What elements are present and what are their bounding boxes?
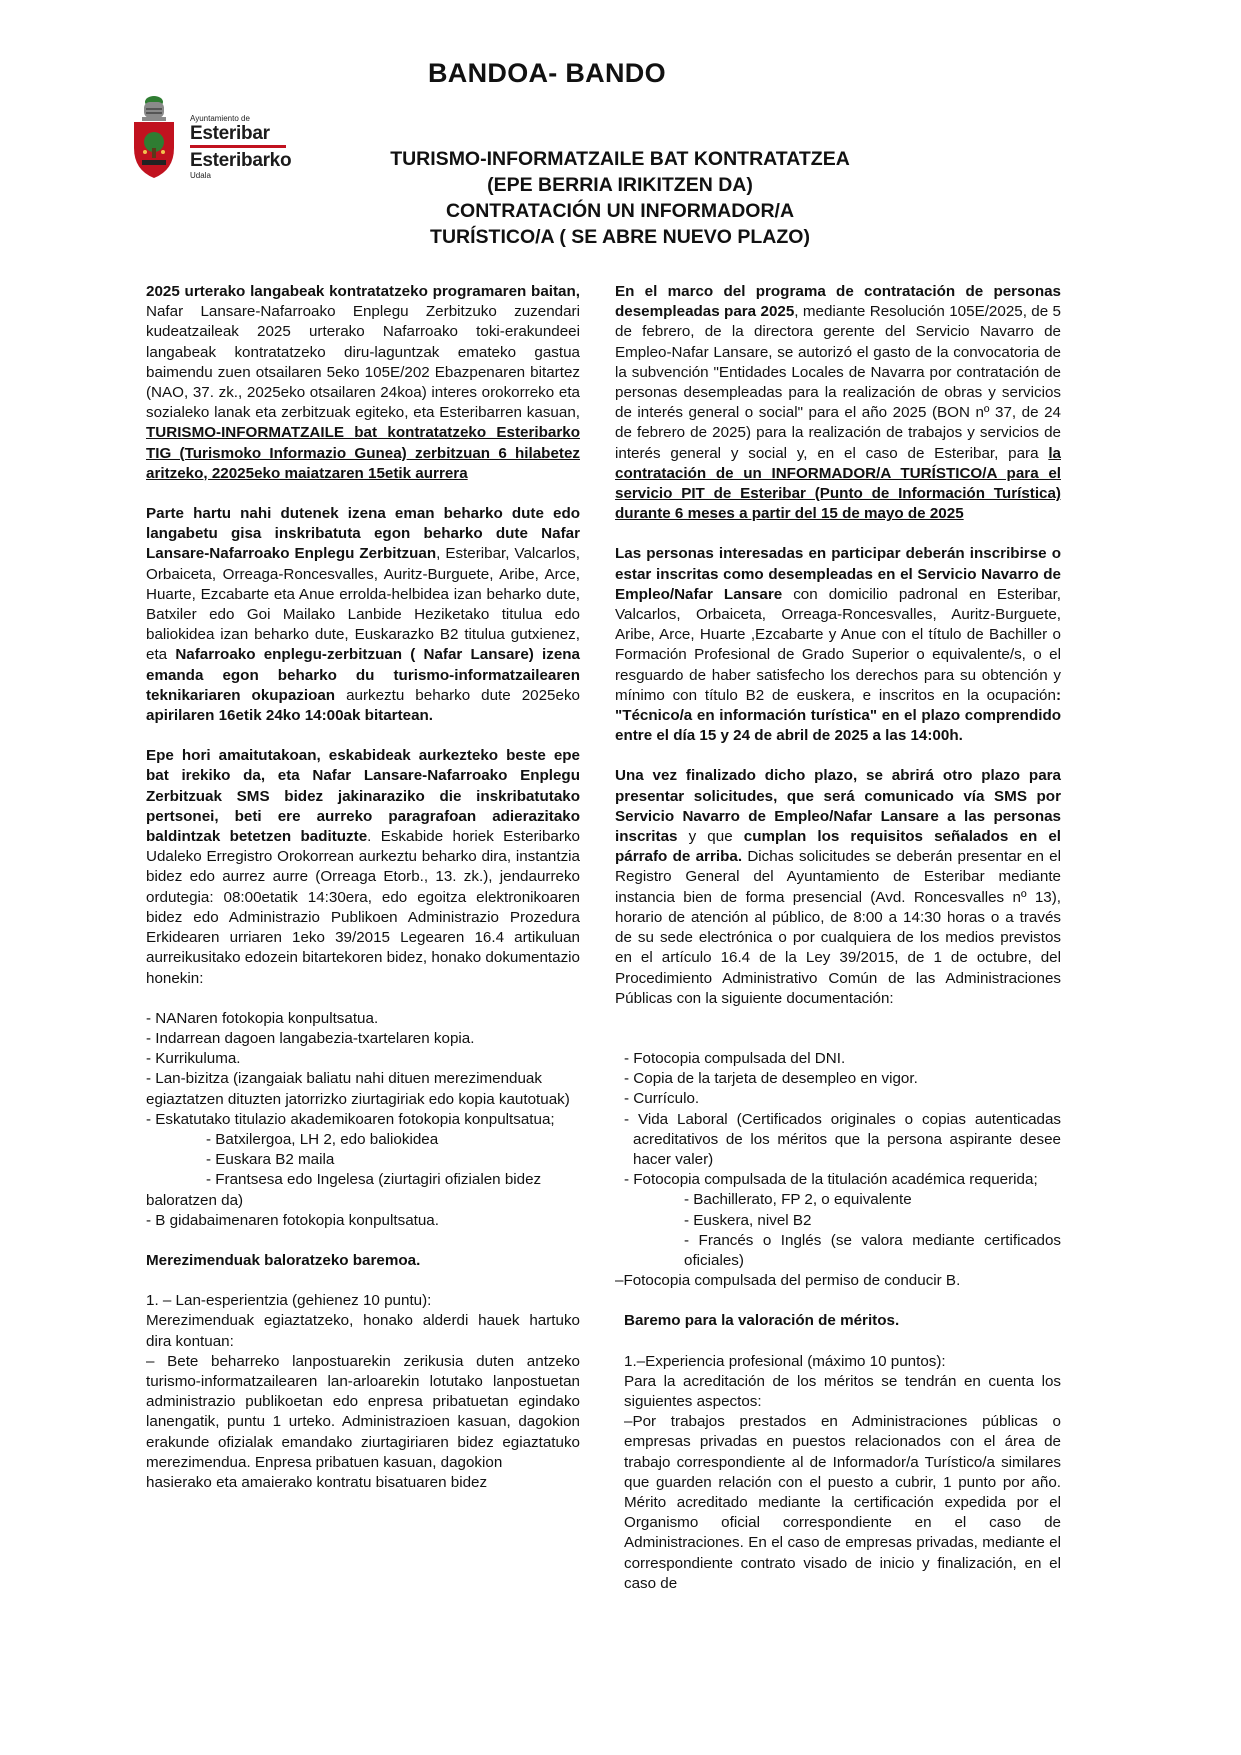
- document-title: BANDOA- BANDO: [428, 58, 666, 88]
- sub-list-item: - Francés o Inglés (se valora mediante certificados oficiales): [684, 1231, 1061, 1269]
- subtitle-line: TURÍSTICO/A ( SE ABRE NUEVO PLAZO): [430, 226, 810, 248]
- ayuntamiento-logo: [134, 90, 294, 200]
- intro-underlined-text: la contratación de un INFORMADOR/A TURÍSTICO/A para el servicio PIT de Esteribar (Punto de Información Turística) durante 6 meses a partir del 15 de mayo de 2025: [615, 444, 1061, 523]
- intro-bold-text: En el marco del programa de contratación de personas desempleadas para 2025: [615, 283, 1061, 321]
- new-period-text: Dichas solicitudes se deberán presentar en el Registro General del Ayuntamiento de Esteribar mediante instancia bien de forma presencial (Avd. Roncesvalles nº 13), horario de atención al público, de 8:00 a 14:30 horas o a través de su sede electrónica o por cualquiera de los medios previstos en el artículo 16.4 de la Ley 39/2015, de 1 de octubre, del Procedimiento Administrativo Común de las Administraciones Públicas con la siguiente documentación:: [615, 848, 1061, 1007]
- requirements-text: , Esteribar, Valcarlos, Orbaiceta, Orreaga-Roncesvalles, Auritz-Burguete, Aribe, Arce, Huarte, Ezcabarte eta Anue errolda-helbidea izan beharko dute, Batxiler edo Goi Mailako Lanbide Heziketako titulua edo baliokidea izan beharko dute, Euskarazko B2 titulua gutxienez, eta: [146, 545, 580, 664]
- requirements-paragraph: [146, 504, 580, 726]
- subtitle-line: (EPE BERRIA IRIKITZEN DA): [487, 174, 753, 196]
- list-item: - NANaren fotokopia konpultsatua.: [146, 1009, 379, 1027]
- list-item: - Vida Laboral (Certificados originales o copias autenticadas acreditativos de los méritos que la persona aspirante desee hacer valer): [624, 1110, 1061, 1168]
- sub-list-item: - Euskara B2 maila: [206, 1151, 335, 1169]
- deadline-text: apirilaren 16etik 24ko 14:00ak bitartean.: [146, 707, 434, 725]
- logo-line-udala: Udala: [190, 171, 211, 180]
- list-item: - Currículo.: [624, 1090, 700, 1108]
- experience-section: [615, 1352, 1061, 1594]
- new-period-text: y que: [677, 828, 744, 846]
- requirements-bold-text: Las personas interesadas en participar deberán inscribirse o estar inscritas como desempleadas en el Servicio Navarro de Empleo/Nafar Lansare: [615, 545, 1061, 603]
- requirements-bold-text: Parte hartu nahi dutenek izena eman beharko dute edo langabetu gisa inskribatuta egon beharko dute Nafar Lansare-Nafarroako Enplegu Zerbitzuan: [146, 505, 580, 563]
- new-period-paragraph: [146, 746, 580, 988]
- intro-paragraph: [615, 282, 1061, 524]
- list-item: baloratzen da): [146, 1191, 244, 1209]
- new-period-bold-text: Una vez finalizado dicho plazo, se abrirá otro plazo para presentar solicitudes, que será comunicado vía SMS por Servicio Navarro de Empleo/Nafar Lansare a las personas inscritas: [615, 767, 1061, 846]
- list-item: - B gidabaimenaren fotokopia konpultsatua.: [146, 1211, 439, 1229]
- deadline-text: : "Técnico/a en información turística" en el plazo comprendido entre el día 15 y 24 de abril de 2025 a las 14:00h.: [615, 686, 1061, 745]
- experience-text: –Por trabajos prestados en Administraciones públicas o empresas privadas en puestos relacionados con el área de trabajo correspondiente al de Informador/a Turístico/a similares que guarden relación con el puesto a cubrir, 1 punto por año. Mérito acreditado mediante la certificación expedida por el Organismo oficial correspondiente en el caso de Administraciones. En el caso de empresas privadas, mediante el correspondiente contrato visado de inicio y finalización, en el caso de: [624, 1413, 1061, 1592]
- coat-of-arms-icon: [134, 90, 194, 200]
- intro-text: , mediante Resolución 105E/2025, de 5 de febrero, de la directora gerente del Servicio Navarro de Empleo-Nafar Lansare, se autorizó el gasto de la convocatoria de la subvención "Entidades Locales de Navarra por contratación de personas desempleadas para la realización de obras y servicios de interés general o social" para el año 2025 (BON nº 37, de 24 de febrero de 2025) para la realización de trabajos y servicios de interés general y social y, en el caso de Esteribar, para: [615, 303, 1062, 462]
- intro-text: Nafar Lansare-Nafarroako Enplegu Zerbitzuko zuzendari kudeatzaileak 2025 urterako Nafarroako toki-erakundeei langabeak kontratatzeko diru-laguntzak emateko gastua baimendu zuen otsailaren 5eko 105E/202 Ebazpenaren bitartez (NAO, 37. zk., 2025eko otsailaren 24koa) interes orokorreko eta sozialeko lanak eta zerbitzuak egiteko, eta Esteribarren kasuan,: [146, 303, 580, 422]
- list-item: - Eskatutako titulazio akademikoaren fotokopia konpultsatua;: [146, 1110, 555, 1128]
- sub-list-item: - Bachillerato, FP 2, o equivalente: [684, 1191, 912, 1209]
- intro-underlined-text: TURISMO-INFORMATZAILE bat kontratatzeko Esteribarko TIG (Turismoko Informazio Gunea) zerbitzuan 6 hilabetez aritzeko, 22025eko maiatzaren 15etik aurrera: [146, 424, 580, 482]
- experience-text-end: hasierako eta amaierako kontratu bisatuaren bidez: [146, 1473, 488, 1491]
- subtitle-line: TURISMO-INFORMATZAILE BAT KONTRATATZEA: [390, 148, 850, 170]
- basque-column: [146, 282, 580, 1493]
- sub-list-item: - Frantsesa edo Ingelesa (ziurtagiri ofizialen bidez: [206, 1171, 542, 1189]
- experience-intro: Para la acreditación de los méritos se tendrán en cuenta los siguientes aspectos:: [624, 1372, 1061, 1410]
- experience-heading: 1.–Experiencia profesional (máximo 10 puntos):: [624, 1352, 946, 1370]
- sub-list-item: - Euskera, nivel B2: [684, 1211, 812, 1229]
- experience-text: – Bete beharreko lanpostuarekin zerikusia duten antzeko turismo-informatzailearen lan-arloarekin lotutako lanpostuetan administrazio publikoetan edo enpresa pribatuetan egindako lanengatik, puntu 1 urteko. Administrazioen kasuan, dagokion erakunde ofizialak emandako ziurtagiriaren bidez egiaztatuko merezimendua. Enpresa pribatuen kasuan, dagokion: [146, 1352, 580, 1471]
- list-item: - Indarrean dagoen langabezia-txartelaren kopia.: [146, 1029, 475, 1047]
- list-item: - Kurrikuluma.: [146, 1050, 241, 1068]
- intro-bold-text: 2025 urterako langabeak kontratatzeko programaren baitan,: [146, 283, 580, 300]
- documentation-list: [146, 1009, 580, 1231]
- subtitle-line: CONTRATACIÓN UN INFORMADOR/A: [445, 200, 795, 222]
- new-period-paragraph: [615, 766, 1061, 1008]
- requirements-bold-text: Nafarroako enplegu-zerbitzuan ( Nafar Lansare) izena emanda egon beharko du turismo-informatzailearen teknikariaren okupazioan: [146, 646, 580, 704]
- documentation-list: [615, 1049, 1061, 1271]
- logo-name-esteribar: Esteribar: [190, 123, 270, 144]
- spanish-column: [615, 282, 1061, 1594]
- list-item: - Fotocopia compulsada del DNI.: [624, 1049, 846, 1067]
- logo-name-esteribarko: Esteribarko: [190, 150, 292, 171]
- list-item: - Copia de la tarjeta de desempleo en vigor.: [624, 1070, 918, 1088]
- experience-heading: 1. – Lan-esperientzia (gehienez 10 puntu):: [146, 1292, 432, 1310]
- new-period-bold-text: cumplan los requisitos señalados en el párrafo de arriba.: [615, 828, 1062, 866]
- experience-intro: Merezimenduak egiaztatzeko, honako alderdi hauek hartuko dira kontuan:: [146, 1312, 580, 1350]
- intro-paragraph: [146, 282, 580, 484]
- sub-list-item: - Batxilergoa, LH 2, edo baliokidea: [206, 1130, 439, 1148]
- list-item: - Fotocopia compulsada de la titulación académica requerida;: [624, 1171, 1038, 1189]
- new-period-text: . Eskabide horiek Esteribarko Udaleko Erregistro Orokorrean aurkeztu beharko dira, instantzia bidez edo aurrez aurre (Orreaga Etorb., 13. zk.), jendaurreko ordutegia: 08:00etatik 14:30era, edo egoitza elektronikoaren bidez edo Administrazio Publikoen Administrazio Prozedura Erkidearen urriaren 1eko 39/2015 Legearen 16.4 artikuluan aurreikusitako edozein bitartekoren bidez, honako dokumentazio honekin:: [146, 828, 580, 987]
- list-item: –Fotocopia compulsada del permiso de conducir B.: [615, 1272, 961, 1290]
- baremo-heading: Baremo para la valoración de méritos.: [624, 1312, 900, 1330]
- baremo-heading: Merezimenduak baloratzeko baremoa.: [146, 1251, 421, 1269]
- requirements-text: aurkeztu beharko dute 2025eko: [335, 686, 580, 704]
- new-period-bold-text: Epe hori amaitutakoan, eskabideak aurkezteko beste epe bat irekiko da, eta Nafar Lansare-Nafarroako Enplegu Zerbitzuak SMS bidez jakinaraziko die inskribatutako pertsonei, beti ere aurreko paragrafoan adierazitako baldintzak betetzen badituzte: [146, 747, 580, 846]
- requirements-paragraph: [615, 544, 1061, 746]
- logo-divider: [190, 145, 286, 148]
- requirements-text: con domicilio padronal en Esteribar, Valcarlos, Orbaiceta, Orreaga-Roncesvalles, Auritz-Burguete, Aribe, Arce, Huarte ,Ezcabarte y Anue con el título de Bachiller o Formación Profesional de Grado Superior o equivalente/s, o el resguardo de haber satisfecho los derechos para su obtención y mínimo con título B2 de euskera, e inscritos en la ocupación: [615, 585, 1062, 704]
- logo-line-ayuntamiento: Ayuntamiento de: [190, 114, 250, 123]
- list-item: - Lan-bizitza (izangaiak baliatu nahi dituen merezimenduak egiaztatzen dituzten jatorrizko ziurtagiriak edo kopia kautotuak): [146, 1070, 570, 1108]
- document-subtitle: [360, 146, 880, 250]
